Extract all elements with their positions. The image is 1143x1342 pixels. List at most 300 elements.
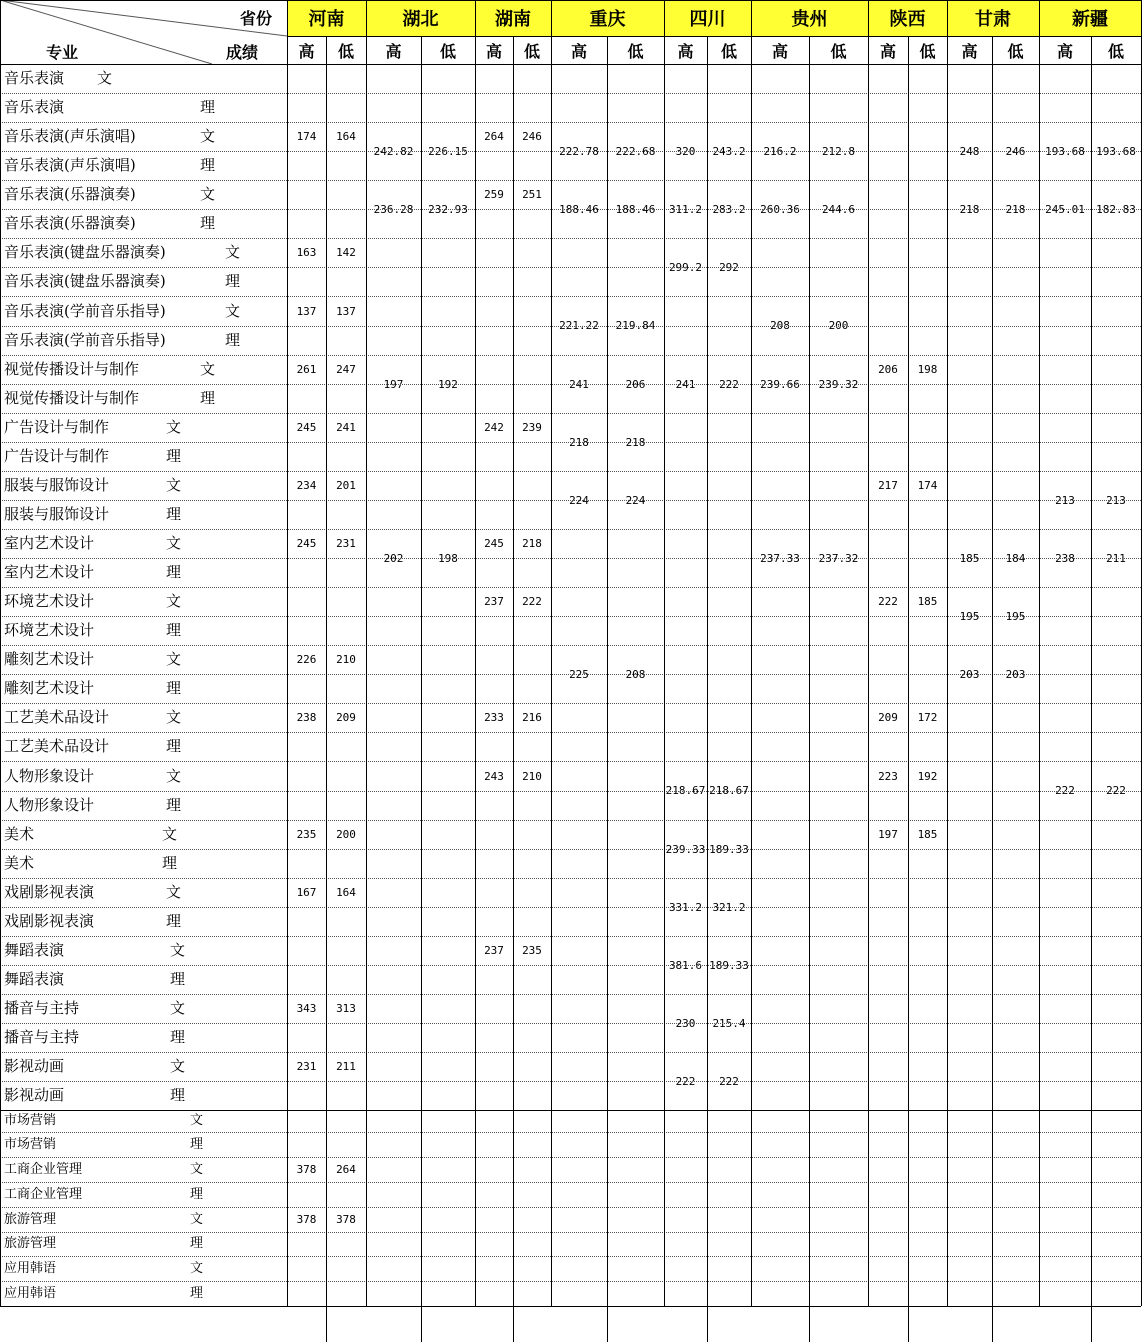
row-divider <box>0 674 1141 675</box>
table-top-border <box>0 0 1141 1</box>
major-name: 旅游管理 <box>4 1212 57 1227</box>
score-value: 218 <box>522 537 542 550</box>
group-divider <box>0 529 1141 530</box>
score-value: 321.2 <box>712 900 746 914</box>
score-value: 233 <box>484 711 504 724</box>
subject-type-label: 文 <box>190 1113 204 1128</box>
low-score-header: 低 <box>1007 41 1024 61</box>
score-value: 218 <box>625 435 646 449</box>
row-divider <box>0 965 1141 966</box>
subject-type-label: 理 <box>162 854 178 872</box>
score-value: 225 <box>569 667 589 681</box>
major-name: 室内艺术设计 <box>4 563 95 581</box>
subject-type-label: 理 <box>200 156 216 174</box>
row-divider <box>0 558 1141 559</box>
column-divider <box>326 36 327 1342</box>
group-divider <box>0 645 1141 646</box>
province-header: 河南 <box>287 0 366 36</box>
score-value: 211 <box>336 1060 356 1073</box>
score-value: 213 <box>1055 493 1075 507</box>
major-name: 雕刻艺术设计 <box>4 679 95 697</box>
header-divider <box>287 36 1141 37</box>
score-value: 218 <box>569 435 589 449</box>
score-value: 231 <box>296 1060 317 1073</box>
major-name: 戏剧影视表演 <box>4 912 95 930</box>
score-value: 222.78 <box>559 144 599 158</box>
score-value: 264 <box>336 1163 356 1176</box>
score-value: 245 <box>484 537 504 550</box>
score-value: 203 <box>959 667 980 681</box>
subject-type-label: 文 <box>190 1212 204 1227</box>
column-divider <box>868 0 869 1306</box>
score-value: 189.33 <box>709 958 749 972</box>
column-divider <box>287 0 288 1306</box>
score-value: 292 <box>719 260 739 274</box>
high-score-header: 高 <box>485 41 502 61</box>
score-value: 244.6 <box>821 202 856 216</box>
score-value: 215.4 <box>712 1016 746 1030</box>
province-header: 新疆 <box>1039 0 1141 36</box>
score-value: 234 <box>296 479 317 492</box>
major-name: 视觉传播设计与制作 <box>4 389 140 407</box>
score-value: 192 <box>438 377 458 391</box>
score-value: 241 <box>569 377 589 391</box>
score-value: 331.2 <box>668 900 703 914</box>
low-score-header: 低 <box>439 41 456 61</box>
major-name: 视觉传播设计与制作 <box>4 360 140 378</box>
subject-type-label: 文 <box>97 69 113 87</box>
subject-type-label: 文 <box>166 592 182 610</box>
score-value: 216 <box>522 711 542 724</box>
score-value: 211 <box>1106 551 1126 565</box>
subject-type-label: 理 <box>190 1137 204 1152</box>
subject-type-label: 理 <box>200 98 216 116</box>
low-score-header: 低 <box>337 41 354 61</box>
row-divider <box>0 151 1141 152</box>
subject-type-label: 理 <box>225 331 241 349</box>
column-divider <box>551 0 552 1306</box>
subject-type-label: 文 <box>200 185 216 203</box>
score-value: 198 <box>917 363 938 376</box>
score-value: 378 <box>296 1163 317 1176</box>
score-value: 182.83 <box>1096 202 1136 216</box>
score-value: 213 <box>1106 493 1126 507</box>
row-divider <box>0 1023 1141 1024</box>
row-divider <box>0 1281 1141 1282</box>
subject-type-label: 理 <box>190 1187 204 1202</box>
low-score-header: 低 <box>830 41 847 61</box>
major-name: 室内艺术设计 <box>4 534 95 552</box>
score-value: 259 <box>484 188 504 201</box>
major-name: 舞蹈表演 <box>4 970 65 988</box>
score-value: 208 <box>625 667 646 681</box>
major-name: 环境艺术设计 <box>4 592 95 610</box>
row-divider <box>0 500 1141 501</box>
major-name: 音乐表演(学前音乐指导) <box>4 331 166 349</box>
score-value: 313 <box>336 1002 356 1015</box>
score-value: 221.22 <box>559 319 599 332</box>
subject-type-label: 文 <box>166 883 182 901</box>
group-divider <box>0 587 1141 588</box>
subject-type-label: 文 <box>170 1057 186 1075</box>
row-divider <box>0 1232 1141 1233</box>
column-divider <box>664 0 665 1306</box>
corner-label-province: 省份 <box>239 8 272 28</box>
score-value: 231 <box>336 537 356 550</box>
province-header: 湖北 <box>366 0 475 36</box>
subject-type-label: 文 <box>190 1162 204 1177</box>
score-value: 164 <box>336 886 356 899</box>
major-name: 服装与服饰设计 <box>4 476 110 494</box>
score-value: 230 <box>675 1016 696 1030</box>
score-value: 222 <box>719 1074 739 1088</box>
score-value: 239.66 <box>760 377 800 391</box>
subject-type-label: 文 <box>166 650 182 668</box>
score-value: 235 <box>296 828 317 841</box>
score-value: 218.67 <box>709 784 749 797</box>
subject-type-label: 理 <box>166 621 182 639</box>
table-bottom-border <box>0 1306 1141 1307</box>
subject-type-label: 文 <box>166 767 182 785</box>
score-value: 245.01 <box>1045 202 1085 216</box>
major-name: 应用韩语 <box>4 1261 57 1276</box>
major-name: 广告设计与制作 <box>4 447 110 465</box>
province-header: 陕西 <box>868 0 947 36</box>
row-divider <box>0 1132 1141 1133</box>
score-value: 195 <box>1005 609 1026 623</box>
row-divider <box>0 616 1141 617</box>
score-value: 237 <box>484 595 504 608</box>
column-divider <box>513 36 514 1342</box>
high-score-header: 高 <box>1056 41 1073 61</box>
group-divider <box>0 761 1141 762</box>
score-value: 237.33 <box>760 551 800 565</box>
score-value: 245 <box>296 537 317 550</box>
score-value: 251 <box>522 188 542 201</box>
score-value: 200 <box>336 828 356 841</box>
group-divider <box>0 238 1141 239</box>
score-value: 378 <box>296 1213 317 1226</box>
major-name: 工商企业管理 <box>4 1162 83 1177</box>
province-header: 甘肃 <box>947 0 1039 36</box>
major-name: 戏剧影视表演 <box>4 883 95 901</box>
score-value: 237.32 <box>818 551 859 565</box>
major-name: 环境艺术设计 <box>4 621 95 639</box>
score-value: 311.2 <box>668 202 703 216</box>
row-divider <box>0 907 1141 908</box>
score-value: 242 <box>484 421 504 434</box>
score-value: 188.46 <box>559 202 599 216</box>
major-name: 播音与主持 <box>4 1028 80 1046</box>
column-divider <box>751 0 752 1306</box>
score-value: 137 <box>336 304 356 318</box>
major-name: 音乐表演(键盘乐器演奏) <box>4 272 166 290</box>
major-name: 舞蹈表演 <box>4 941 65 959</box>
group-divider <box>0 820 1141 821</box>
subject-type-label: 理 <box>166 505 182 523</box>
score-value: 226.15 <box>428 144 468 158</box>
score-value: 185 <box>917 828 938 841</box>
major-name: 人物形象设计 <box>4 767 95 785</box>
row-divider <box>0 1256 1141 1257</box>
subject-type-label: 理 <box>170 1086 186 1104</box>
score-value: 223 <box>878 769 898 783</box>
subject-type-label: 理 <box>200 214 216 232</box>
subject-type-label: 理 <box>225 272 241 290</box>
score-value: 238 <box>1055 551 1075 565</box>
row-divider <box>0 1207 1141 1208</box>
score-value: 320 <box>675 144 696 158</box>
score-value: 218 <box>1005 202 1026 216</box>
score-value: 193.68 <box>1045 144 1085 158</box>
score-value: 200 <box>828 319 849 332</box>
score-value: 219.84 <box>615 319 656 332</box>
subject-type-label: 理 <box>166 447 182 465</box>
score-value: 222 <box>1106 784 1126 797</box>
row-divider <box>0 1081 1141 1082</box>
score-value: 241 <box>336 421 356 434</box>
score-value: 299.2 <box>668 260 703 274</box>
score-value: 242.82 <box>373 144 414 158</box>
subject-type-label: 文 <box>200 360 216 378</box>
score-value: 188.46 <box>615 202 656 216</box>
subject-type-label: 文 <box>170 999 186 1017</box>
major-name: 工艺美术品设计 <box>4 708 110 726</box>
subject-type-label: 理 <box>166 912 182 930</box>
score-value: 260.36 <box>760 202 800 216</box>
high-score-header: 高 <box>298 41 315 61</box>
score-value: 238 <box>296 711 317 724</box>
score-value: 208 <box>770 319 790 332</box>
score-value: 378 <box>336 1213 356 1226</box>
group-divider <box>0 122 1141 123</box>
subject-type-label: 理 <box>190 1286 204 1301</box>
corner-label-major: 专业 <box>45 42 78 62</box>
group-divider <box>0 703 1141 704</box>
score-value: 218 <box>959 202 980 216</box>
row-divider <box>0 442 1141 443</box>
column-divider <box>707 36 708 1342</box>
major-name: 音乐表演 <box>4 98 65 116</box>
high-score-header: 高 <box>385 41 402 61</box>
row-divider <box>0 209 1141 210</box>
score-value: 246 <box>1005 144 1026 158</box>
score-value: 246 <box>522 130 542 143</box>
low-score-header: 低 <box>523 41 540 61</box>
group-divider <box>0 936 1141 937</box>
province-header: 湖南 <box>475 0 551 36</box>
score-value: 261 <box>296 363 317 376</box>
column-divider <box>1039 0 1040 1306</box>
header-bottom-border <box>0 64 1141 65</box>
subject-type-label: 文 <box>170 941 186 959</box>
section-divider <box>0 1110 1141 1111</box>
score-value: 201 <box>336 479 356 492</box>
score-value: 222 <box>522 595 542 608</box>
score-value: 210 <box>336 653 356 666</box>
subject-type-label: 文 <box>166 418 182 436</box>
column-divider <box>809 36 810 1342</box>
subject-type-label: 文 <box>166 708 182 726</box>
group-divider <box>0 355 1141 356</box>
high-score-header: 高 <box>771 41 788 61</box>
score-value: 381.6 <box>668 958 703 972</box>
subject-type-label: 文 <box>162 825 178 843</box>
major-name: 音乐表演(乐器演奏) <box>4 185 136 203</box>
score-value: 203 <box>1005 667 1026 681</box>
subject-type-label: 理 <box>200 389 216 407</box>
score-value: 216.2 <box>763 144 797 158</box>
score-value: 142 <box>336 246 356 259</box>
major-name: 音乐表演(学前音乐指导) <box>4 302 166 320</box>
score-value: 185 <box>959 551 980 565</box>
score-value: 137 <box>296 304 317 318</box>
score-value: 209 <box>336 711 356 724</box>
score-value: 189.33 <box>709 842 749 856</box>
low-score-header: 低 <box>720 41 737 61</box>
score-value: 222 <box>719 377 739 391</box>
score-value: 243 <box>484 769 504 783</box>
high-score-header: 高 <box>961 41 978 61</box>
major-name: 雕刻艺术设计 <box>4 650 95 668</box>
subject-type-label: 理 <box>166 563 182 581</box>
score-value: 195 <box>959 609 980 623</box>
major-name: 人物形象设计 <box>4 796 95 814</box>
score-value: 206 <box>878 363 898 376</box>
score-value: 226 <box>296 653 317 666</box>
score-value: 197 <box>878 828 898 841</box>
major-name: 广告设计与制作 <box>4 418 110 436</box>
row-divider <box>0 732 1141 733</box>
score-value: 193.68 <box>1096 144 1136 158</box>
subject-type-label: 理 <box>170 970 186 988</box>
score-value: 237 <box>484 944 504 957</box>
score-value: 224 <box>625 493 646 507</box>
score-value: 239.33 <box>665 842 706 856</box>
low-score-header: 低 <box>627 41 644 61</box>
high-score-header: 高 <box>677 41 694 61</box>
major-name: 旅游管理 <box>4 1236 57 1251</box>
group-divider <box>0 878 1141 879</box>
major-name: 市场营销 <box>4 1137 57 1152</box>
row-divider <box>0 93 1141 94</box>
major-name: 美术 <box>4 825 35 843</box>
column-divider <box>0 0 1 1306</box>
score-value: 248 <box>959 144 980 158</box>
major-name: 工艺美术品设计 <box>4 737 110 755</box>
subject-type-label: 文 <box>166 534 182 552</box>
score-value: 163 <box>296 246 317 259</box>
score-value: 197 <box>383 377 404 391</box>
major-name: 音乐表演(键盘乐器演奏) <box>4 243 166 261</box>
score-value: 212.8 <box>821 144 856 158</box>
score-value: 236.28 <box>373 202 414 216</box>
score-value: 235 <box>522 944 542 957</box>
major-name: 市场营销 <box>4 1113 57 1128</box>
major-name: 音乐表演(声乐演唱) <box>4 156 136 174</box>
province-header: 贵州 <box>751 0 868 36</box>
column-divider <box>1141 0 1142 1306</box>
score-value: 241 <box>675 377 696 391</box>
score-value: 192 <box>917 769 938 783</box>
major-name: 工商企业管理 <box>4 1187 83 1202</box>
score-value: 172 <box>917 711 938 724</box>
subject-type-label: 理 <box>166 679 182 697</box>
column-divider <box>908 36 909 1342</box>
score-value: 222 <box>675 1074 696 1088</box>
score-value: 222 <box>1055 784 1075 797</box>
score-value: 174 <box>917 479 938 492</box>
subject-type-label: 文 <box>166 476 182 494</box>
column-divider <box>992 36 993 1342</box>
row-divider <box>0 1182 1141 1183</box>
corner-diagonal-line <box>0 0 212 64</box>
score-value: 217 <box>878 479 898 492</box>
major-name: 播音与主持 <box>4 999 80 1017</box>
high-score-header: 高 <box>570 41 587 61</box>
subject-type-label: 理 <box>166 796 182 814</box>
score-value: 239.32 <box>818 377 859 391</box>
score-value: 210 <box>522 769 542 783</box>
score-value: 222 <box>878 595 898 608</box>
score-value: 206 <box>625 377 646 391</box>
column-divider <box>366 0 367 1306</box>
column-divider <box>947 0 948 1306</box>
province-header: 重庆 <box>551 0 664 36</box>
corner-label-score: 成绩 <box>225 42 258 62</box>
score-value: 185 <box>917 595 938 608</box>
score-value: 198 <box>438 551 458 565</box>
major-name: 应用韩语 <box>4 1286 57 1301</box>
column-divider <box>475 0 476 1306</box>
subject-type-label: 文 <box>225 302 241 320</box>
row-divider <box>0 1157 1141 1158</box>
column-divider <box>607 36 608 1342</box>
group-divider <box>0 296 1141 297</box>
score-value: 164 <box>336 130 356 143</box>
score-value: 202 <box>383 551 404 565</box>
group-divider <box>0 413 1141 414</box>
row-divider <box>0 849 1141 850</box>
major-name: 服装与服饰设计 <box>4 505 110 523</box>
subject-type-label: 文 <box>190 1261 204 1276</box>
group-divider <box>0 1052 1141 1053</box>
group-divider <box>0 471 1141 472</box>
row-divider <box>0 791 1141 792</box>
score-value: 209 <box>878 711 898 724</box>
subject-type-label: 文 <box>200 127 216 145</box>
province-header: 四川 <box>664 0 751 36</box>
score-value: 184 <box>1005 551 1026 565</box>
major-name: 音乐表演(乐器演奏) <box>4 214 136 232</box>
score-value: 174 <box>296 130 317 143</box>
score-value: 167 <box>296 886 317 899</box>
row-divider <box>0 326 1141 327</box>
row-divider <box>0 267 1141 268</box>
score-value: 222.68 <box>615 144 656 158</box>
subject-type-label: 理 <box>166 737 182 755</box>
column-divider <box>421 36 422 1342</box>
score-value: 264 <box>484 130 504 143</box>
major-name: 美术 <box>4 854 35 872</box>
score-value: 245 <box>296 421 317 434</box>
major-name: 影视动画 <box>4 1057 65 1075</box>
column-divider <box>1091 36 1092 1342</box>
subject-type-label: 理 <box>170 1028 186 1046</box>
major-name: 影视动画 <box>4 1086 65 1104</box>
score-value: 283.2 <box>712 202 746 216</box>
score-value: 343 <box>296 1002 317 1015</box>
